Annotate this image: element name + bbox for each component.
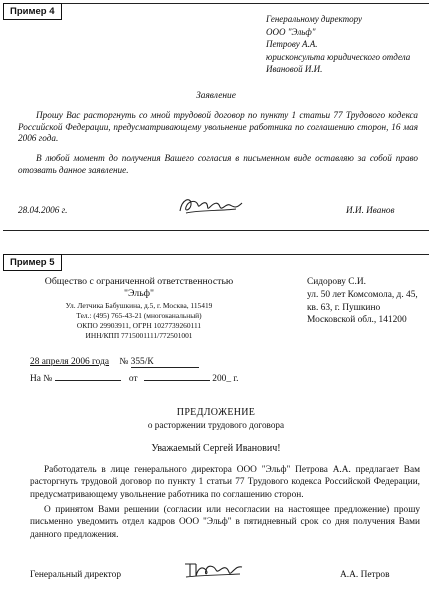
org-name-quoted: "Эльф"	[123, 288, 155, 299]
org-header	[14, 276, 264, 341]
signature-ivanov	[176, 193, 246, 224]
doc-number-label: №	[119, 357, 129, 367]
reference-year: 200_ г.	[212, 374, 239, 384]
top-border-line	[3, 3, 429, 4]
proposal-title: ПРЕДЛОЖЕНИЕ	[176, 407, 256, 418]
addressee-line: Ивановой И.И.	[266, 64, 323, 74]
addressee-line: юрисконсульта юридического отдела	[266, 51, 411, 62]
org-codes: ОКПО 29903911, ОГРН 1027739260111	[76, 321, 202, 330]
proposal-greeting: Уважаемый Сергей Иванович!	[151, 443, 281, 454]
reference-from: от	[128, 374, 138, 384]
separator-line	[3, 230, 429, 231]
recipient-line: ул. 50 лет Комсомола, д. 45,	[307, 289, 418, 300]
reference-line	[30, 371, 239, 384]
proposal-paragraph-2: О принятом Вами решении (согласии или несогласии на настоящее предложение) прошу письменно уведомить отдел кадров ООО "Эльф" в пятидневный срок со дня получения Вами данного предложения.	[30, 505, 420, 540]
separator-line	[3, 254, 429, 255]
org-phone: Тел.: (495) 765-43-21 (многоканальный)	[76, 311, 202, 320]
statement-paragraph-2: В любой момент до получения Вашего согласия в письменном виде оставляю за собой право отозвать данное заявление.	[18, 153, 418, 175]
proposal-paragraph-1: Работодатель в лице генерального директора ООО "Эльф" Петрова А.А. предлагает Вам расторгнуть трудовой договор по пункту 1 статьи 77 Трудового кодекса Российской Федерации, предусматривающему увольнение работника по соглашению сторон.	[30, 465, 420, 500]
proposal-subtitle: о расторжении трудового договора	[147, 420, 285, 430]
recipient-line: Московской обл., 141200	[307, 315, 407, 326]
addressee-line: Генеральному директору	[266, 14, 362, 24]
org-address: Ул. Летчика Бабушкина, д.5, г. Москва, 115419	[65, 301, 213, 310]
recipient-block	[307, 276, 418, 327]
statement-date: 28.04.2006 г.	[18, 205, 68, 215]
recipient-line: кв. 63, г. Пушкино	[307, 302, 381, 313]
statement-signer: И.И. Иванов	[346, 205, 395, 215]
reference-date-blank	[144, 371, 210, 381]
example-4-label: Пример 4	[3, 3, 62, 20]
signature-petrov	[182, 556, 244, 587]
statement-title: Заявление	[196, 91, 236, 101]
addressee-block	[266, 13, 410, 76]
doc-date-number	[30, 357, 199, 368]
doc-number: 355/К	[131, 357, 199, 368]
doc-date: 28 апреля 2006 года	[30, 357, 110, 367]
addressee-line: Петрову А.А.	[266, 39, 318, 49]
reference-prefix: На №	[30, 374, 53, 384]
example-5-label: Пример 5	[3, 254, 62, 271]
reference-number-blank	[55, 371, 121, 381]
addressee-line: ООО "Эльф"	[266, 26, 316, 37]
org-inn: ИНН/КПП 7715001111/772501001	[85, 331, 193, 340]
director-signer: А.А. Петров	[340, 570, 390, 580]
recipient-line: Сидорову С.И.	[307, 277, 366, 287]
statement-paragraph-1: Прошу Вас расторгнуть со мной трудовой договор по пункту 1 статьи 77 Трудового кодекса Российской Федерации, предусматривающему увольнение работника по соглашению сторон, 16 мая 2006 года.	[18, 110, 418, 144]
org-name: Общество с ограниченной ответственностью	[44, 276, 234, 287]
director-position: Генеральный директор	[30, 570, 122, 580]
